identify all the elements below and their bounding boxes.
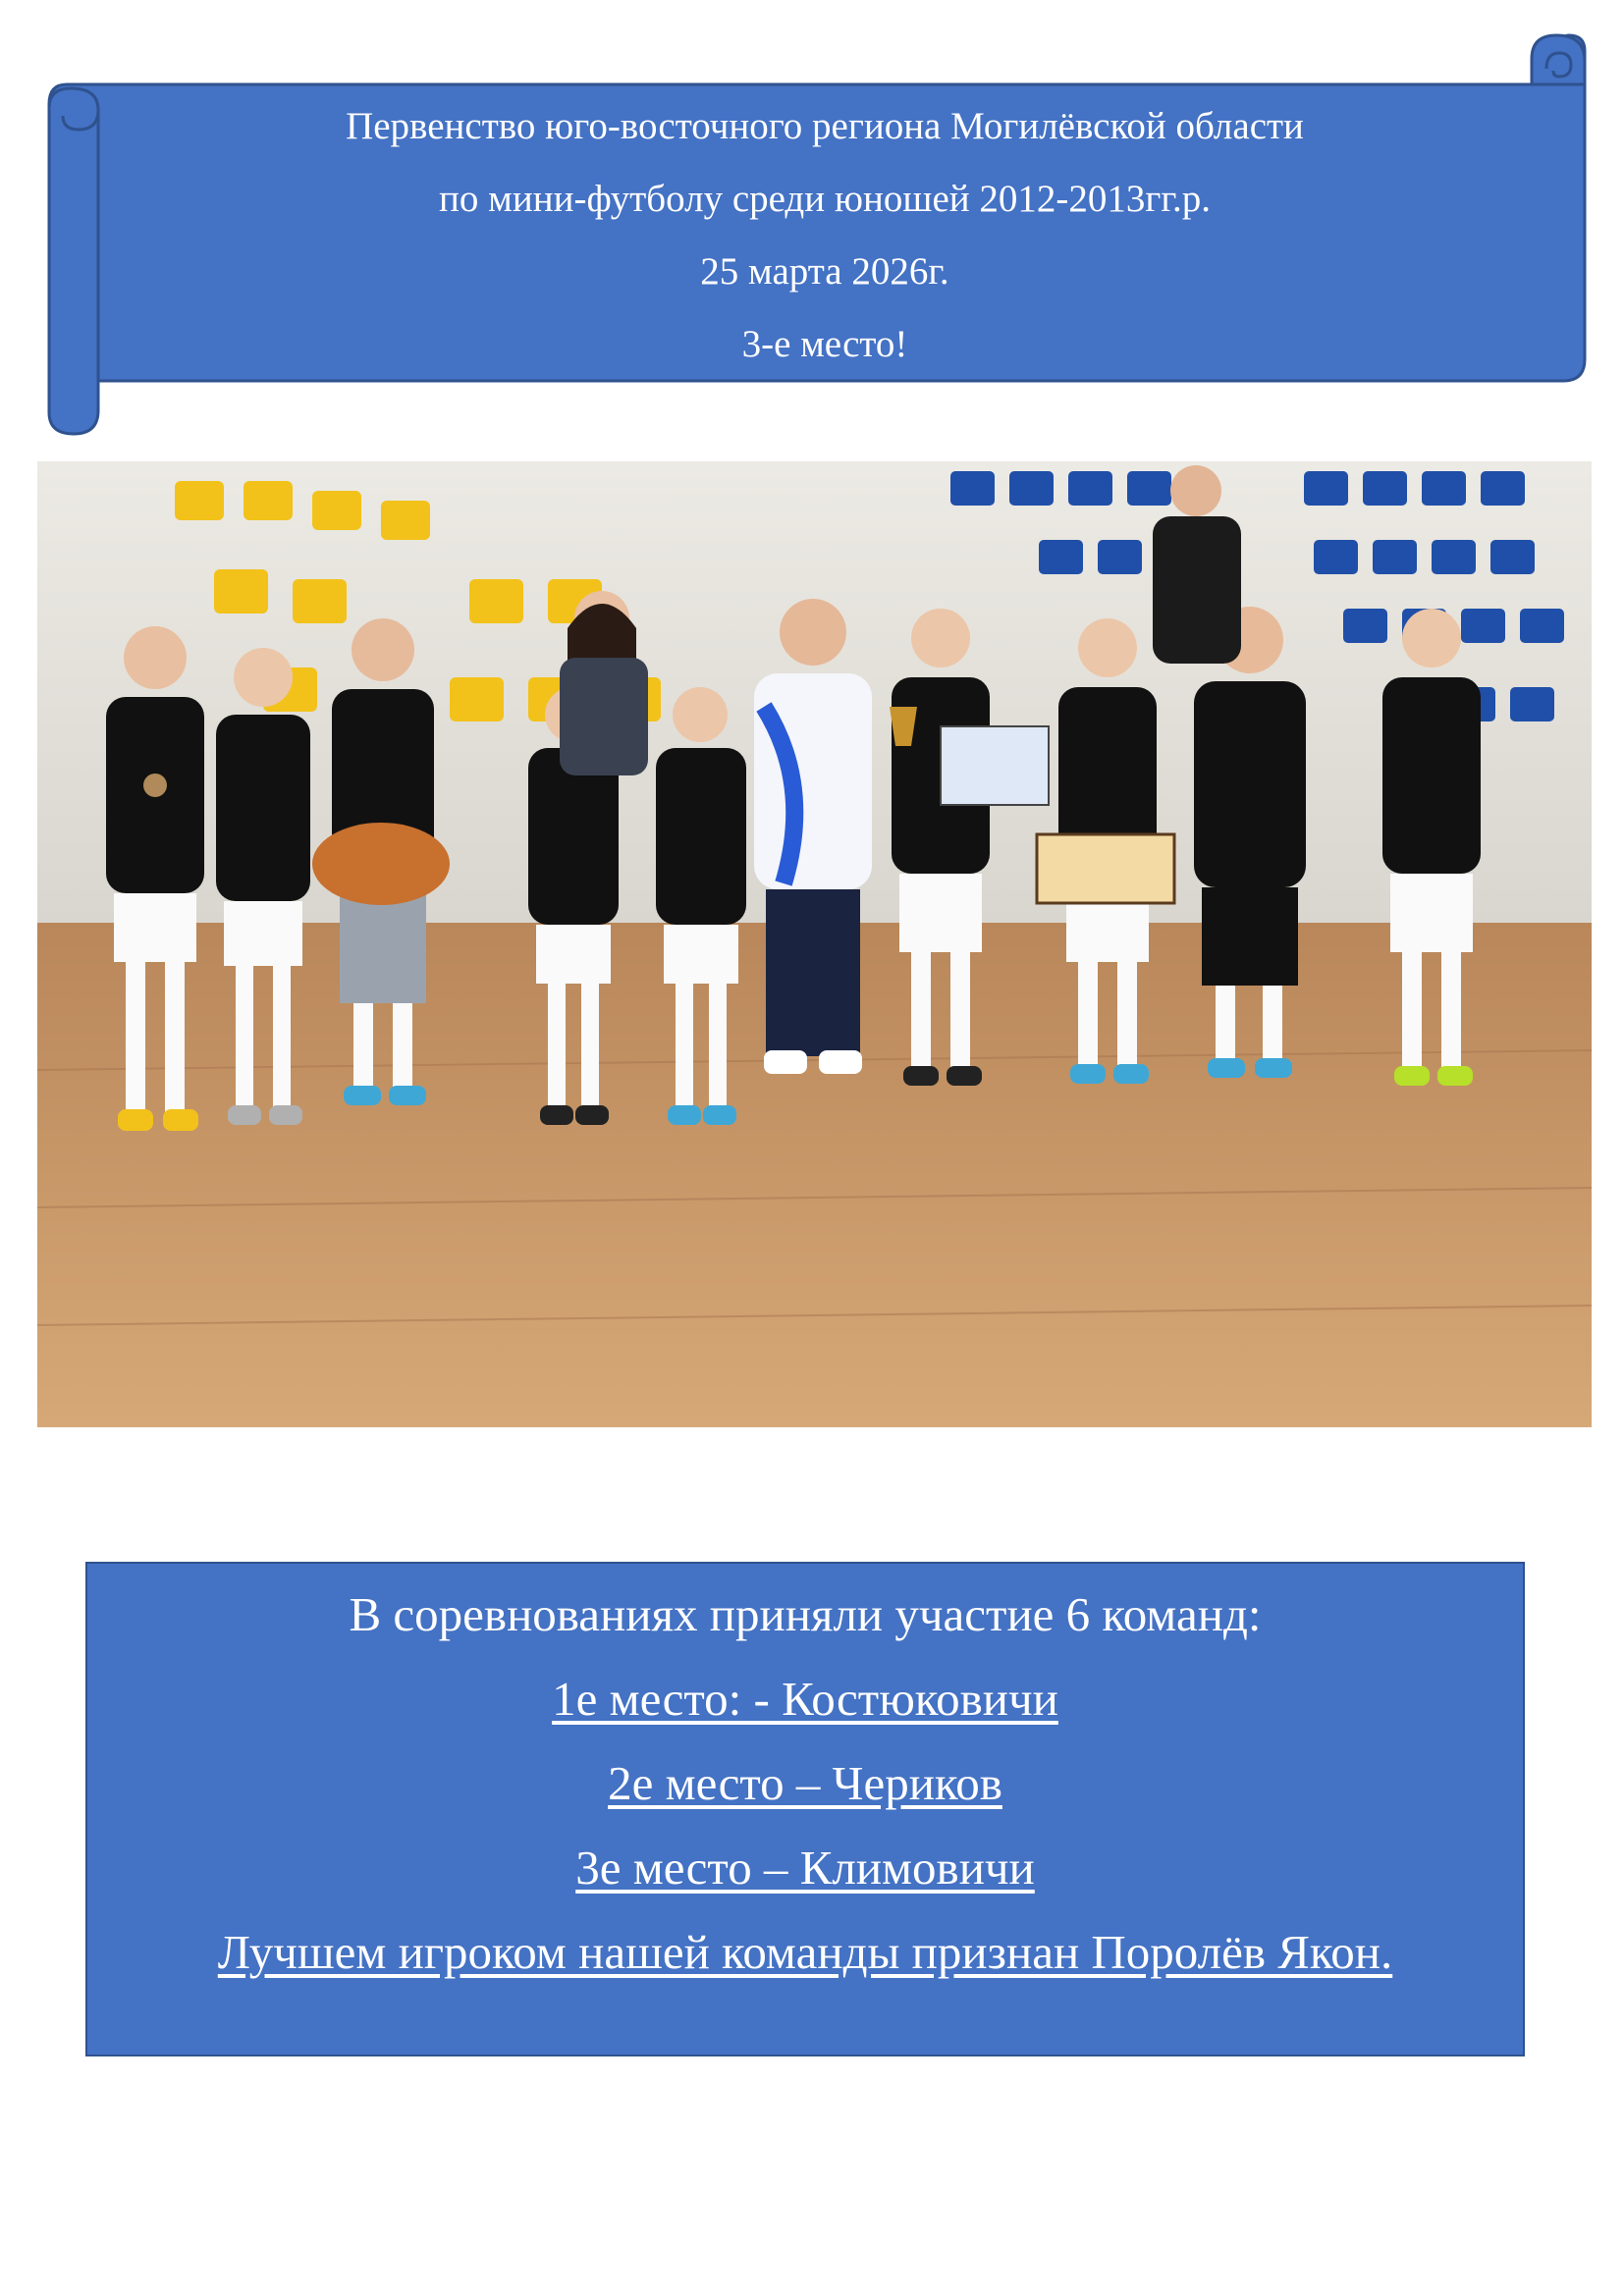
result-third-place — [87, 1839, 1523, 1897]
team-photo — [37, 461, 1592, 1427]
result-second-place — [87, 1754, 1523, 1813]
banner-text — [98, 90, 1551, 381]
result-first-place-text: 1е место: - Костюковичи — [552, 1672, 1058, 1726]
best-player-text: Лучшем игроком нашей команды признан Поролёв Якон. — [217, 1925, 1393, 1979]
result-first-place — [87, 1670, 1523, 1729]
best-player-note — [87, 1923, 1523, 1982]
results-box — [85, 1562, 1525, 2056]
team-photo-image — [37, 461, 1592, 1427]
banner-place: 3-е место! — [741, 323, 908, 365]
result-third-place-text: 3е место – Климовичи — [575, 1841, 1035, 1895]
banner-date: 25 марта 2026г. — [700, 250, 949, 293]
banner-subtitle: по мини-футболу среди юношей 2012-2013гг.р. — [439, 178, 1211, 220]
banner-title: Первенство юго-восточного региона Могилёвской области — [346, 105, 1304, 147]
result-second-place-text: 2е место – Чериков — [608, 1756, 1002, 1810]
results-intro: В соревнованиях приняли участие 6 команд: — [349, 1587, 1262, 1641]
